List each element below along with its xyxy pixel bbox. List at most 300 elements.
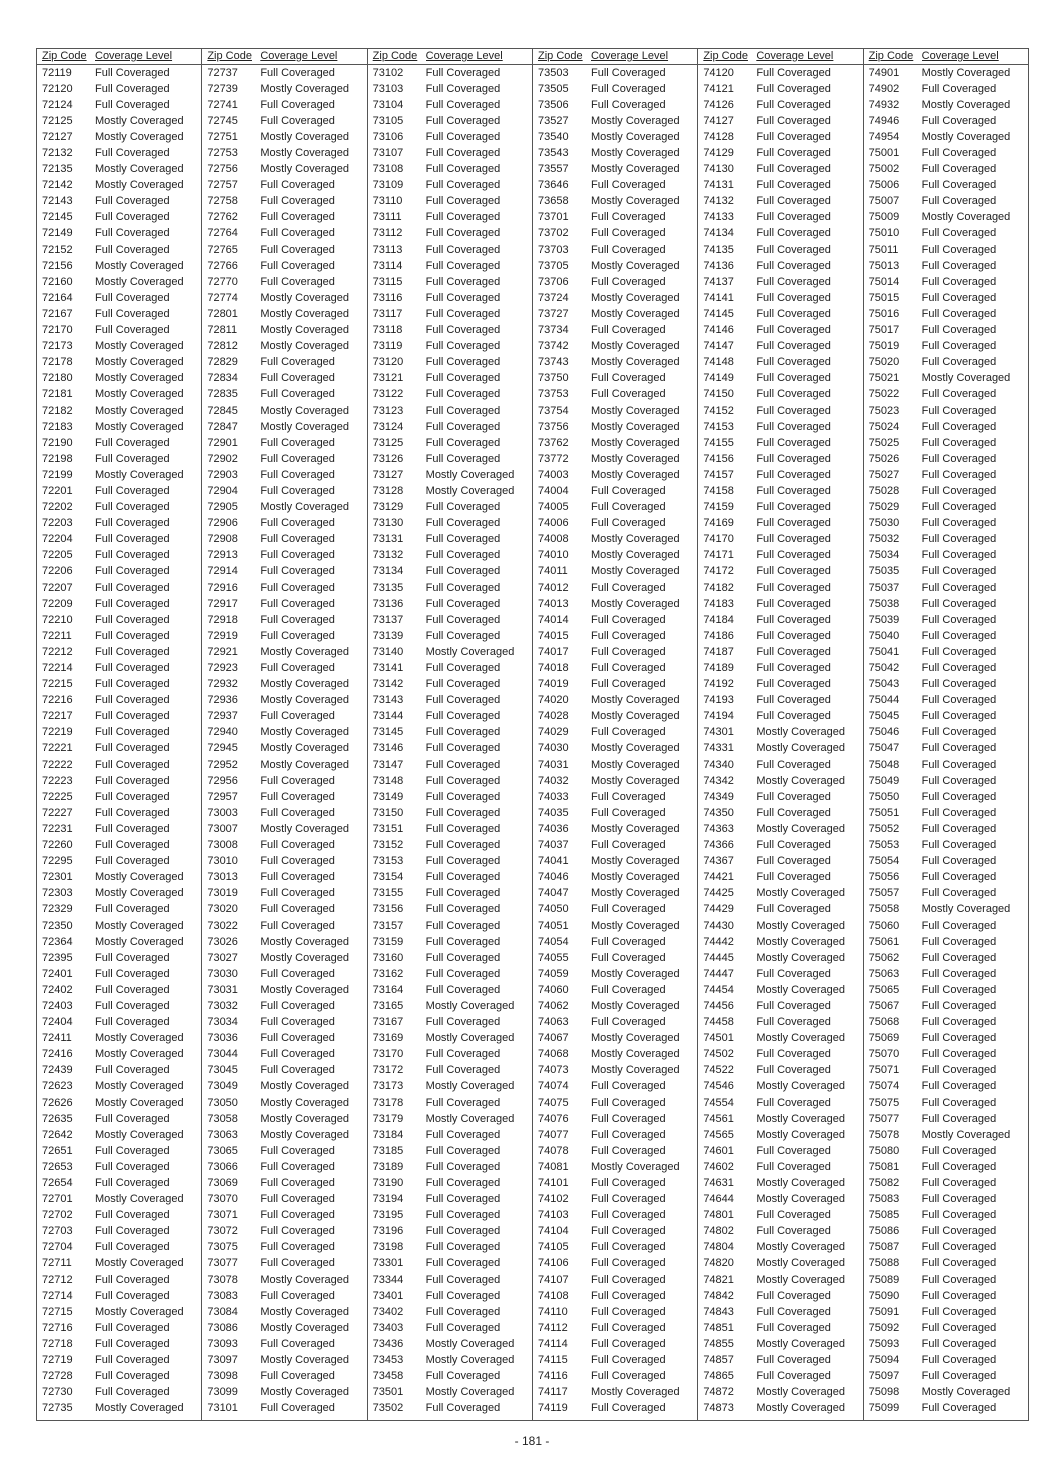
table-row xyxy=(698,821,862,837)
coverage-level-cell: Full Coveraged xyxy=(590,936,666,948)
zip-code-cell: 74802 xyxy=(703,1225,734,1238)
table-row xyxy=(864,709,1028,725)
zip-code-cell: 72203 xyxy=(42,517,73,530)
coverage-level-cell: Mostly Coveraged xyxy=(590,341,680,353)
table-row xyxy=(864,1208,1028,1224)
coverage-level-cell: Full Coveraged xyxy=(260,1065,335,1077)
zip-code-cell: 73706 xyxy=(537,275,569,288)
zip-code-cell: 73069 xyxy=(207,1177,238,1190)
coverage-level-cell: Full Coveraged xyxy=(590,180,666,192)
table-row xyxy=(698,1272,862,1288)
coverage-level-cell: Full Coveraged xyxy=(921,1000,997,1012)
coverage-level-cell: Full Coveraged xyxy=(425,920,501,932)
table-row xyxy=(698,725,862,741)
table-row xyxy=(698,596,862,612)
table-row xyxy=(698,65,862,81)
coverage-level-cell: Full Coveraged xyxy=(921,1403,997,1415)
coverage-level-cell: Full Coveraged xyxy=(756,872,831,884)
table-row xyxy=(202,1385,366,1401)
table-row xyxy=(698,419,862,435)
table-row xyxy=(368,644,532,660)
coverage-level-cell: Full Coveraged xyxy=(590,646,666,658)
zip-code-cell: 73164 xyxy=(372,983,404,996)
coverage-level-cell: Full Coveraged xyxy=(756,180,831,192)
table-row xyxy=(368,934,532,950)
coverage-level-cell: Mostly Coveraged xyxy=(590,759,680,771)
zip-code-cell: 72295 xyxy=(42,855,73,868)
zip-code-cell: 73116 xyxy=(372,291,403,304)
coverage-level-cell: Full Coveraged xyxy=(590,518,666,530)
zip-code-cell: 72908 xyxy=(207,533,238,546)
table-row xyxy=(202,725,366,741)
zip-code-cell: 74458 xyxy=(703,1016,734,1029)
zip-code-cell: 74075 xyxy=(537,1096,569,1109)
coverage-level-cell: Mostly Coveraged xyxy=(921,1129,1011,1141)
zip-code-cell: 75065 xyxy=(868,983,900,996)
table-row xyxy=(37,1401,201,1417)
table-row xyxy=(368,564,532,580)
table-row xyxy=(202,1272,366,1288)
table-row xyxy=(37,1256,201,1272)
coverage-level-cell: Mostly Coveraged xyxy=(590,920,680,932)
coverage-level-cell: Mostly Coveraged xyxy=(425,485,515,497)
coverage-level-cell: Full Coveraged xyxy=(756,1161,831,1173)
zip-code-cell: 72737 xyxy=(207,66,238,79)
coverage-level-cell: Full Coveraged xyxy=(921,775,997,787)
coverage-level-cell: Full Coveraged xyxy=(95,968,170,980)
table-row xyxy=(864,178,1028,194)
coverage-level-cell: Full Coveraged xyxy=(590,1338,666,1350)
zip-code-cell: 75020 xyxy=(868,356,900,369)
zip-code-cell: 73756 xyxy=(537,420,569,433)
table-row xyxy=(37,1353,201,1369)
zip-code-cell: 72152 xyxy=(42,243,73,256)
table-row xyxy=(698,1111,862,1127)
coverage-level-cell: Full Coveraged xyxy=(425,1290,501,1302)
table-header-row xyxy=(533,49,697,65)
table-row xyxy=(698,998,862,1014)
zip-code-cell: 74116 xyxy=(537,1370,568,1383)
coverage-level-cell: Full Coveraged xyxy=(260,357,335,369)
zip-code-cell: 74194 xyxy=(703,710,734,723)
table-row xyxy=(202,371,366,387)
zip-code-cell: 73141 xyxy=(372,662,404,675)
table-row xyxy=(37,644,201,660)
zip-code-cell: 75010 xyxy=(868,227,900,240)
zip-code-cell: 75024 xyxy=(868,420,900,433)
coverage-level-cell: Full Coveraged xyxy=(260,856,335,868)
zip-code-cell: 75051 xyxy=(868,806,900,819)
coverage-level-cell: Full Coveraged xyxy=(921,1178,997,1190)
zip-code-cell: 73107 xyxy=(372,147,404,160)
table-row xyxy=(864,950,1028,966)
table-row xyxy=(864,81,1028,97)
zip-code-cell: 74018 xyxy=(537,662,569,675)
table-row xyxy=(864,886,1028,902)
zip-code-cell: 74029 xyxy=(537,726,569,739)
table-row xyxy=(37,950,201,966)
coverage-level-cell: Full Coveraged xyxy=(425,276,501,288)
zip-code-cell: 73159 xyxy=(372,935,404,948)
table-row xyxy=(698,355,862,371)
zip-code-cell: 73149 xyxy=(372,790,404,803)
coverage-level-cell: Full Coveraged xyxy=(756,630,831,642)
table-row xyxy=(533,290,697,306)
coverage-level-cell: Mostly Coveraged xyxy=(756,952,845,964)
zip-code-cell: 73132 xyxy=(372,549,404,562)
table-row xyxy=(533,998,697,1014)
zip-code-cell: 73077 xyxy=(207,1257,238,1270)
zip-code-cell: 74101 xyxy=(537,1177,569,1190)
zip-code-cell: 72952 xyxy=(207,758,238,771)
zip-code-cell: 74855 xyxy=(703,1337,734,1350)
table-row xyxy=(864,355,1028,371)
zip-code-cell: 73102 xyxy=(372,66,404,79)
zip-code-cell: 74169 xyxy=(703,517,734,530)
coverage-level-cell: Mostly Coveraged xyxy=(95,164,184,176)
table-row xyxy=(202,1192,366,1208)
zip-code-cell: 73032 xyxy=(207,999,238,1012)
coverage-level-cell: Full Coveraged xyxy=(921,1242,997,1254)
coverage-level-cell: Mostly Coveraged xyxy=(425,1000,515,1012)
coverage-level-cell: Mostly Coveraged xyxy=(590,292,680,304)
table-row xyxy=(202,451,366,467)
table-row xyxy=(37,355,201,371)
table-row xyxy=(37,693,201,709)
zip-code-cell: 74030 xyxy=(537,742,569,755)
table-header-row xyxy=(37,49,201,65)
zip-code-cell: 74171 xyxy=(703,549,734,562)
table-row xyxy=(202,902,366,918)
coverage-level-cell: Full Coveraged xyxy=(756,1049,831,1061)
table-row xyxy=(864,998,1028,1014)
coverage-level-cell: Full Coveraged xyxy=(756,598,831,610)
zip-code-cell: 74447 xyxy=(703,967,734,980)
coverage-level-cell: Full Coveraged xyxy=(95,1113,170,1125)
coverage-level-cell: Full Coveraged xyxy=(756,276,831,288)
coverage-level-cell: Full Coveraged xyxy=(425,260,501,272)
zip-code-cell: 74367 xyxy=(703,855,734,868)
coverage-level-cell: Full Coveraged xyxy=(921,582,997,594)
table-row xyxy=(37,258,201,274)
table-row xyxy=(864,789,1028,805)
coverage-level-cell: Full Coveraged xyxy=(95,1000,170,1012)
table-row xyxy=(368,1175,532,1191)
zip-code-cell: 72701 xyxy=(42,1193,73,1206)
zip-code-cell: 72214 xyxy=(42,662,73,675)
zip-code-cell: 75028 xyxy=(868,484,900,497)
table-row xyxy=(202,789,366,805)
table-row xyxy=(368,242,532,258)
coverage-level-cell: Mostly Coveraged xyxy=(590,711,680,723)
coverage-level-cell: Full Coveraged xyxy=(425,888,501,900)
zip-code-cell: 74120 xyxy=(703,66,734,79)
table-row xyxy=(533,1353,697,1369)
coverage-level-cell: Full Coveraged xyxy=(260,1000,335,1012)
table-row xyxy=(202,660,366,676)
coverage-level-cell: Full Coveraged xyxy=(921,196,997,208)
table-row xyxy=(698,693,862,709)
table-row xyxy=(864,934,1028,950)
zip-code-cell: 73157 xyxy=(372,919,404,932)
zip-code-cell: 74192 xyxy=(703,678,734,691)
table-row xyxy=(37,580,201,596)
coverage-level-cell: Full Coveraged xyxy=(921,292,997,304)
zip-code-cell: 74842 xyxy=(703,1289,734,1302)
zip-code-cell: 73527 xyxy=(537,114,569,127)
zip-code-cell: 73153 xyxy=(372,855,404,868)
zip-code-cell: 74035 xyxy=(537,806,569,819)
zip-code-cell: 74857 xyxy=(703,1354,734,1367)
table-row xyxy=(864,1063,1028,1079)
table-row xyxy=(202,258,366,274)
table-row xyxy=(37,1385,201,1401)
coverage-level-cell: Full Coveraged xyxy=(756,1210,831,1222)
zip-code-cell: 73075 xyxy=(207,1241,238,1254)
coverage-level-cell: Full Coveraged xyxy=(921,566,997,578)
zip-code-cell: 72917 xyxy=(207,597,238,610)
table-row xyxy=(698,1143,862,1159)
zip-code-cell: 75009 xyxy=(868,211,900,224)
coverage-level-cell: Full Coveraged xyxy=(756,389,831,401)
coverage-level-cell: Full Coveraged xyxy=(590,389,666,401)
zip-code-cell: 72635 xyxy=(42,1112,73,1125)
zip-code-cell: 74546 xyxy=(703,1080,734,1093)
table-row xyxy=(698,1063,862,1079)
zip-code-cell: 74105 xyxy=(537,1241,569,1254)
table-row xyxy=(864,644,1028,660)
table-row xyxy=(533,1063,697,1079)
table-row xyxy=(202,97,366,113)
zip-code-cell: 75021 xyxy=(868,372,900,385)
table-row xyxy=(368,982,532,998)
table-row xyxy=(37,129,201,145)
zip-code-cell: 73402 xyxy=(372,1305,404,1318)
table-row xyxy=(533,1256,697,1272)
table-row xyxy=(864,725,1028,741)
table-row xyxy=(202,838,366,854)
coverage-level-cell: Full Coveraged xyxy=(921,1113,997,1125)
table-row xyxy=(533,226,697,242)
table-column-block xyxy=(368,49,533,1420)
table-row xyxy=(698,870,862,886)
zip-code-cell: 74873 xyxy=(703,1402,734,1415)
zip-code-cell: 74005 xyxy=(537,501,569,514)
coverage-level-cell: Mostly Coveraged xyxy=(590,148,680,160)
coverage-level-cell: Full Coveraged xyxy=(590,1403,666,1415)
coverage-level-cell: Full Coveraged xyxy=(425,1322,501,1334)
zip-code-cell: 74187 xyxy=(703,645,734,658)
table-row xyxy=(202,1031,366,1047)
zip-code-cell: 75041 xyxy=(868,645,900,658)
table-row xyxy=(368,387,532,403)
coverage-level-cell: Full Coveraged xyxy=(95,840,170,852)
coverage-level-cell: Full Coveraged xyxy=(425,437,501,449)
zip-code-cell: 73189 xyxy=(372,1160,404,1173)
table-row xyxy=(202,548,366,564)
table-row xyxy=(202,918,366,934)
coverage-level-cell: Full Coveraged xyxy=(425,582,501,594)
coverage-level-cell: Full Coveraged xyxy=(590,807,666,819)
zip-code-cell: 73148 xyxy=(372,774,404,787)
zip-code-cell: 72765 xyxy=(207,243,238,256)
zip-code-cell: 74013 xyxy=(537,597,569,610)
zip-code-cell: 75043 xyxy=(868,678,900,691)
table-row xyxy=(533,1143,697,1159)
table-row xyxy=(368,1208,532,1224)
zip-code-cell: 72222 xyxy=(42,758,73,771)
zip-code-header: Zip Code xyxy=(868,50,914,62)
table-row xyxy=(368,870,532,886)
zip-code-cell: 74011 xyxy=(537,565,568,578)
table-row xyxy=(202,162,366,178)
zip-code-cell: 72350 xyxy=(42,919,73,932)
table-row xyxy=(37,532,201,548)
table-row xyxy=(698,194,862,210)
zip-code-cell: 72715 xyxy=(42,1305,73,1318)
coverage-level-header: Coverage Level xyxy=(95,51,173,62)
table-row xyxy=(698,612,862,628)
table-row xyxy=(698,1047,862,1063)
table-row xyxy=(368,483,532,499)
zip-code-cell: 72923 xyxy=(207,662,238,675)
table-row xyxy=(533,306,697,322)
table-row xyxy=(864,226,1028,242)
coverage-level-cell: Full Coveraged xyxy=(260,872,335,884)
zip-code-cell: 74155 xyxy=(703,436,734,449)
table-row xyxy=(37,1159,201,1175)
table-row xyxy=(698,500,862,516)
table-row xyxy=(37,1111,201,1127)
zip-code-cell: 73118 xyxy=(372,324,403,337)
coverage-level-cell: Full Coveraged xyxy=(921,614,997,626)
zip-code-cell: 72642 xyxy=(42,1128,73,1141)
table-row xyxy=(698,483,862,499)
table-column-block xyxy=(37,49,202,1420)
zip-code-cell: 72219 xyxy=(42,726,73,739)
table-row xyxy=(37,516,201,532)
zip-code-cell: 74156 xyxy=(703,452,734,465)
table-row xyxy=(864,1304,1028,1320)
table-row xyxy=(368,1288,532,1304)
table-row xyxy=(864,548,1028,564)
table-row xyxy=(864,1401,1028,1417)
zip-code-cell: 74429 xyxy=(703,903,734,916)
zip-code-cell: 72741 xyxy=(207,98,238,111)
table-header-row xyxy=(864,49,1028,65)
zip-code-cell: 74020 xyxy=(537,694,569,707)
coverage-level-cell: Full Coveraged xyxy=(756,1322,831,1334)
coverage-level-cell: Full Coveraged xyxy=(425,984,501,996)
table-row xyxy=(202,387,366,403)
coverage-level-cell: Full Coveraged xyxy=(921,115,997,127)
coverage-level-cell: Mostly Coveraged xyxy=(95,1097,184,1109)
coverage-level-cell: Full Coveraged xyxy=(95,743,170,755)
coverage-level-cell: Full Coveraged xyxy=(921,679,997,691)
coverage-level-cell: Full Coveraged xyxy=(95,1274,170,1286)
coverage-level-cell: Mostly Coveraged xyxy=(590,1065,680,1077)
table-row xyxy=(864,290,1028,306)
table-row xyxy=(864,805,1028,821)
zip-code-cell: 73198 xyxy=(372,1241,404,1254)
zip-code-cell: 75091 xyxy=(868,1305,900,1318)
table-row xyxy=(533,838,697,854)
coverage-level-cell: Full Coveraged xyxy=(425,759,501,771)
zip-code-cell: 74127 xyxy=(703,114,734,127)
coverage-level-cell: Full Coveraged xyxy=(756,518,831,530)
zip-code-cell: 72812 xyxy=(207,340,238,353)
coverage-level-cell: Full Coveraged xyxy=(260,99,335,111)
table-row xyxy=(698,757,862,773)
coverage-level-cell: Mostly Coveraged xyxy=(260,984,349,996)
coverage-level-cell: Mostly Coveraged xyxy=(590,598,680,610)
table-row xyxy=(533,918,697,934)
zip-code-cell: 74068 xyxy=(537,1048,569,1061)
coverage-level-cell: Full Coveraged xyxy=(756,807,831,819)
coverage-level-cell: Mostly Coveraged xyxy=(756,1258,845,1270)
table-row xyxy=(202,532,366,548)
table-row xyxy=(202,934,366,950)
zip-code-cell: 75038 xyxy=(868,597,900,610)
coverage-level-cell: Mostly Coveraged xyxy=(590,823,680,835)
coverage-level-cell: Full Coveraged xyxy=(921,437,997,449)
coverage-level-cell: Full Coveraged xyxy=(921,180,997,192)
table-row xyxy=(202,1401,366,1417)
table-row xyxy=(533,97,697,113)
coverage-level-cell: Full Coveraged xyxy=(425,1371,501,1383)
table-row xyxy=(698,435,862,451)
table-row xyxy=(864,1336,1028,1352)
table-row xyxy=(864,339,1028,355)
coverage-level-cell: Full Coveraged xyxy=(425,115,501,127)
coverage-level-cell: Full Coveraged xyxy=(260,1403,335,1415)
zip-code-cell: 75023 xyxy=(868,404,900,417)
zip-code-cell: 73403 xyxy=(372,1321,404,1334)
table-row xyxy=(368,628,532,644)
coverage-level-cell: Full Coveraged xyxy=(921,968,997,980)
table-row xyxy=(202,821,366,837)
zip-code-cell: 73142 xyxy=(372,678,404,691)
zip-code-cell: 74801 xyxy=(703,1209,734,1222)
table-row xyxy=(698,516,862,532)
coverage-level-cell: Mostly Coveraged xyxy=(590,775,680,787)
table-row xyxy=(37,371,201,387)
coverage-level-cell: Full Coveraged xyxy=(95,904,170,916)
table-row xyxy=(698,918,862,934)
coverage-level-cell: Full Coveraged xyxy=(95,582,170,594)
table-row xyxy=(864,870,1028,886)
zip-code-cell: 74060 xyxy=(537,983,569,996)
coverage-level-cell: Full Coveraged xyxy=(921,83,997,95)
table-row xyxy=(533,403,697,419)
table-row xyxy=(864,65,1028,81)
table-row xyxy=(533,483,697,499)
zip-code-cell: 74804 xyxy=(703,1241,734,1254)
zip-code-cell: 75054 xyxy=(868,855,900,868)
table-row xyxy=(37,1095,201,1111)
zip-code-cell: 72901 xyxy=(207,436,238,449)
coverage-level-cell: Mostly Coveraged xyxy=(756,888,845,900)
zip-code-cell: 73146 xyxy=(372,742,404,755)
coverage-level-cell: Full Coveraged xyxy=(921,823,997,835)
table-row xyxy=(698,274,862,290)
coverage-level-cell: Full Coveraged xyxy=(921,920,997,932)
zip-code-cell: 73190 xyxy=(372,1177,404,1190)
zip-code-cell: 75099 xyxy=(868,1402,900,1415)
table-row xyxy=(864,1288,1028,1304)
zip-code-cell: 75087 xyxy=(868,1241,900,1254)
zip-code-cell: 75049 xyxy=(868,774,900,787)
